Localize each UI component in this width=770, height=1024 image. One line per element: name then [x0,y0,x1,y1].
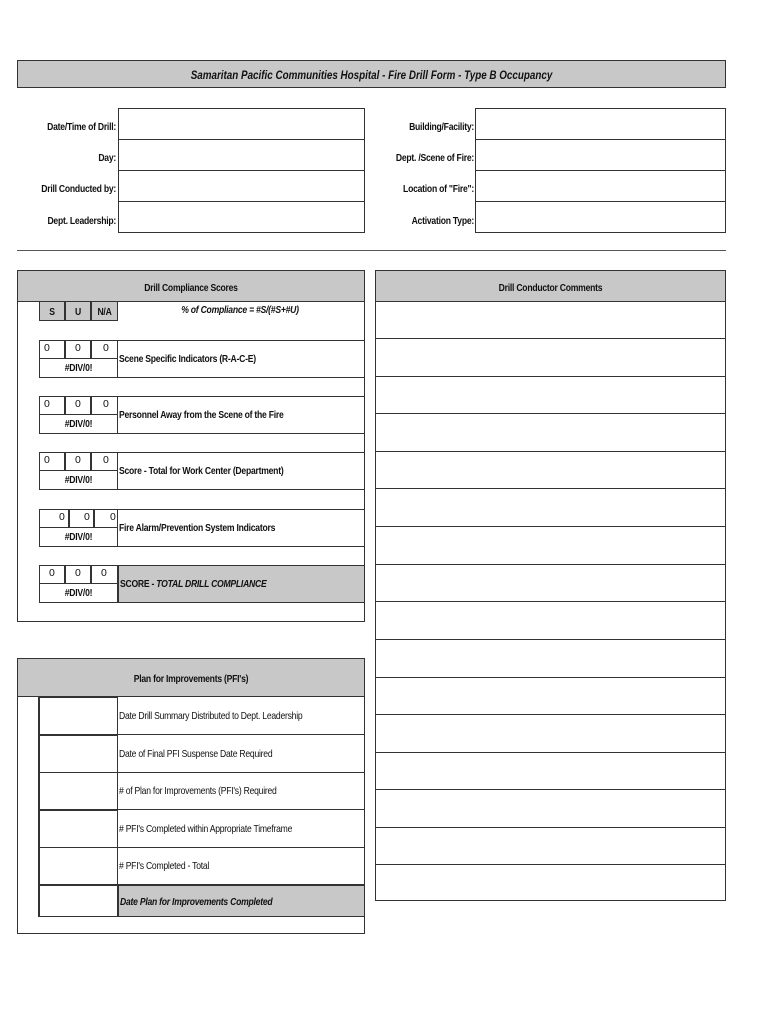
pct-cell [39,358,118,378]
comment-line[interactable] [375,640,726,678]
pfi-label-cell [118,810,365,848]
s-cell[interactable] [39,340,65,358]
day-field[interactable] [118,139,365,171]
pct-value: #DIV/0! [64,474,93,486]
col-na-text: N/A [97,306,112,318]
location-label: Location of "Fire": [403,183,474,195]
pfi-label-cell [118,735,365,773]
comment-line[interactable] [375,489,726,527]
pct-cell [39,470,118,490]
pfi-value-field[interactable] [39,697,118,735]
form-title-bar [17,60,726,88]
location-field[interactable] [475,170,726,202]
conducted-by-label: Drill Conducted by: [41,183,116,195]
indicator-label: Scene Specific Indicators (R-A-C-E) [119,353,256,365]
comment-line[interactable] [375,302,726,339]
s-cell[interactable] [39,509,69,527]
comment-line[interactable] [375,602,726,640]
pfi-completed-label: Date Plan for Improvements Completed [120,896,273,908]
total-label-prefix: SCORE - [120,578,157,590]
form-title: Samaritan Pacific Communities Hospital - Fire Drill Form - Type B Occupancy [190,68,553,82]
pfi-value-field[interactable] [39,735,118,773]
s-value: 0 [49,567,55,579]
pct-cell [39,583,118,603]
comment-line[interactable] [375,753,726,790]
dept-leadership-label: Dept. Leadership: [47,215,116,227]
na-value: 0 [103,398,109,410]
building-label: Building/Facility: [409,121,474,133]
comment-line[interactable] [375,715,726,753]
indicator-label-cell [118,452,365,490]
indicator-label-cell [118,509,365,547]
pfi-value-field[interactable] [39,810,118,848]
pfi-value-field[interactable] [39,772,118,810]
pfi-header [17,658,365,697]
u-value: 0 [75,454,81,466]
pfi-value-field[interactable] [39,885,118,917]
comment-line[interactable] [375,377,726,414]
compliance-formula [130,304,350,316]
pfi-label-cell [118,847,365,885]
date-time-label: Date/Time of Drill: [47,121,116,133]
pct-value: #DIV/0! [64,587,93,599]
col-u-text: U [75,306,81,318]
comment-line[interactable] [375,828,726,865]
col-s-text: S [49,306,55,318]
pfi-left-gutter [17,697,39,917]
pfi-label: Date of Final PFI Suspense Date Required [119,748,273,760]
day-label: Day: [98,152,116,164]
col-s-header [39,301,65,321]
compliance-formula-text: % of Compliance = #S/(#S+#U) [181,304,299,316]
dept-scene-label: Dept. /Scene of Fire: [395,152,474,164]
section-divider [17,250,726,251]
date-time-field[interactable] [118,108,365,140]
s-cell[interactable] [39,396,65,414]
conducted-by-field[interactable] [118,170,365,202]
indicator-label: Score - Total for Work Center (Department) [119,465,284,477]
u-value: 0 [75,342,81,354]
compliance-header-text: Drill Compliance Scores [144,282,238,294]
total-label [120,578,266,590]
comment-line[interactable] [375,565,726,602]
col-na-header [91,301,118,321]
comment-line[interactable] [375,678,726,715]
col-u-header [65,301,91,321]
indicator-label: Fire Alarm/Prevention System Indicators [119,522,276,534]
activation-label: Activation Type: [411,215,474,227]
u-cell[interactable] [69,509,94,527]
indicator-label-cell [118,340,365,378]
na-value: 0 [110,511,116,523]
pfi-label: Date Drill Summary Distributed to Dept. Leadership [119,710,303,722]
dept-scene-field[interactable] [475,139,726,171]
s-value: 0 [44,342,50,354]
s-value: 0 [44,398,50,410]
comment-line[interactable] [375,414,726,452]
u-value: 0 [75,567,81,579]
activation-field[interactable] [475,201,726,233]
pfi-header-text: Plan for Improvements (PFI's) [133,673,249,685]
total-label-emphasis: TOTAL DRILL COMPLIANCE [156,578,267,590]
pfi-label: # of Plan for Improvements (PFI's) Required [119,785,277,797]
comment-line[interactable] [375,790,726,828]
total-label-cell [118,565,365,603]
pfi-label-cell [118,697,365,735]
u-value: 0 [75,398,81,410]
comment-line[interactable] [375,339,726,377]
u-value: 0 [84,511,90,523]
u-cell[interactable] [65,340,91,358]
pfi-value-field[interactable] [39,847,118,885]
na-value: 0 [103,342,109,354]
u-cell[interactable] [65,452,91,470]
comments-header [375,270,726,302]
pfi-label: # PFI's Completed within Appropriate Timeframe [119,823,293,835]
na-cell[interactable] [91,452,118,470]
pfi-label: # PFI's Completed - Total [119,860,210,872]
na-cell[interactable] [91,565,118,583]
pct-value: #DIV/0! [64,531,93,543]
na-cell[interactable] [94,509,118,527]
compliance-header [17,270,365,302]
s-value: 0 [59,511,65,523]
na-cell[interactable] [91,396,118,414]
comment-line[interactable] [375,865,726,901]
pct-cell [39,527,118,547]
na-cell[interactable] [91,340,118,358]
s-cell[interactable] [39,565,65,583]
indicator-label-cell [118,396,365,434]
s-value: 0 [44,454,50,466]
building-field[interactable] [475,108,726,140]
na-value: 0 [103,454,109,466]
comments-header-text: Drill Conductor Comments [498,282,603,294]
dept-leadership-field[interactable] [118,201,365,233]
pfi-label-cell [118,772,365,810]
na-value: 0 [101,567,107,579]
pfi-completed-cell [118,885,365,917]
pct-value: #DIV/0! [64,362,93,374]
comment-line[interactable] [375,527,726,565]
s-cell[interactable] [39,452,65,470]
u-cell[interactable] [65,396,91,414]
indicator-label: Personnel Away from the Scene of the Fire [119,409,284,421]
u-cell[interactable] [65,565,91,583]
pct-cell [39,414,118,434]
pct-value: #DIV/0! [64,418,93,430]
comment-line[interactable] [375,452,726,489]
